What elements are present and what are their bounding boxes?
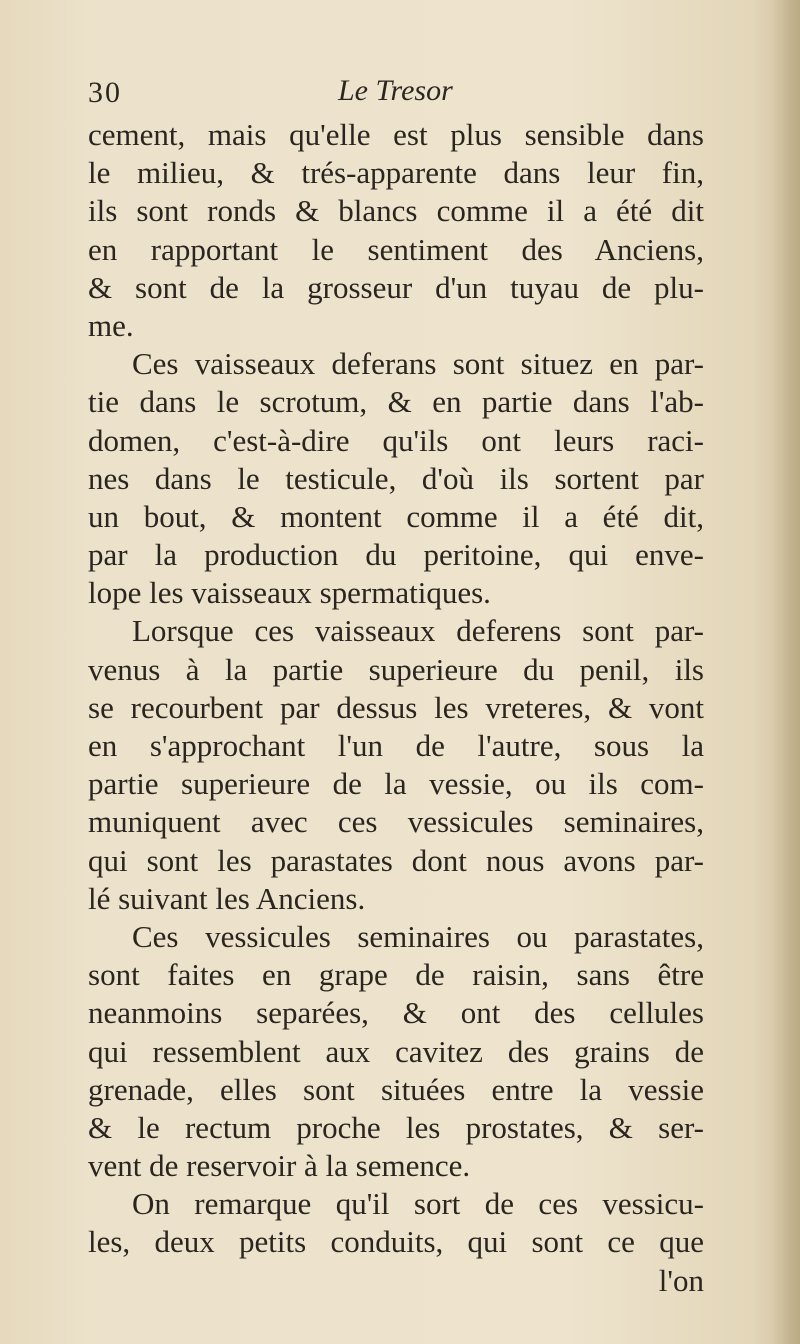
running-title: Le Tresor bbox=[338, 74, 453, 107]
paragraph-start-line: Ces vessicules seminaires ou parastates, bbox=[132, 918, 704, 954]
text-line: & le rectum proche les prostates, & ser- bbox=[88, 1109, 704, 1145]
text-line: cement, mais qu'elle est plus sensible dans bbox=[88, 117, 704, 152]
text-line: ils sont ronds & blancs comme il a été dit bbox=[88, 193, 704, 229]
text-line: venus à la partie superieure du penil, ils bbox=[88, 651, 704, 687]
text-line: & sont de la grosseur d'un tuyau de plu- bbox=[88, 269, 704, 305]
text-line: lé suivant les Anciens. bbox=[88, 880, 366, 916]
text-line: par la production du peritoine, qui enve- bbox=[88, 537, 704, 573]
paragraph-start-line: Ces vaisseaux deferans sont situez en par- bbox=[132, 346, 704, 382]
text-line: tie dans le scrotum, & en partie dans l'ab- bbox=[88, 384, 704, 420]
paragraph-start-line: On remarque qu'il sort de ces vessicu- bbox=[132, 1186, 704, 1222]
text-line: qui sont les parastates dont nous avons par- bbox=[88, 842, 704, 878]
text-line: le milieu, & trés-apparente dans leur fin, bbox=[88, 155, 704, 191]
text-line: muniquent avec ces vessicules seminaires, bbox=[88, 804, 704, 840]
text-line: neanmoins separées, & ont des cellules bbox=[88, 995, 704, 1031]
paragraph-start-line: Lorsque ces vaisseaux deferens sont par- bbox=[132, 613, 704, 649]
text-line: en s'approchant l'un de l'autre, sous la bbox=[88, 728, 704, 763]
text-line: un bout, & montent comme il a été dit, bbox=[88, 498, 704, 534]
text-line: me. bbox=[88, 307, 134, 343]
body-text bbox=[88, 116, 704, 1300]
text-line: vent de reservoir à la semence. bbox=[88, 1148, 471, 1184]
text-line: lope les vaisseaux spermatiques. bbox=[88, 575, 491, 611]
page-header bbox=[88, 72, 708, 116]
text-line: les, deux petits conduits, qui sont ce que bbox=[88, 1224, 704, 1260]
page-edge-shadow bbox=[772, 0, 800, 1344]
text-line: domen, c'est-à-dire qu'ils ont leurs raci- bbox=[88, 422, 704, 458]
text-line: qui ressemblent aux cavitez des grains de bbox=[88, 1033, 704, 1069]
text-line: se recourbent par dessus les vreteres, & vont bbox=[88, 689, 704, 725]
text-line: grenade, elles sont situées entre la vessie bbox=[88, 1071, 704, 1107]
catchword: l'on bbox=[658, 1262, 704, 1298]
text-line: partie superieure de la vessie, ou ils com- bbox=[88, 766, 704, 802]
text-line: en rapportant le sentiment des Anciens, bbox=[88, 231, 704, 267]
text-line: nes dans le testicule, d'où ils sortent par bbox=[88, 460, 704, 496]
text-line: sont faites en grape de raisin, sans être bbox=[88, 957, 704, 993]
page-number: 30 bbox=[88, 76, 122, 109]
